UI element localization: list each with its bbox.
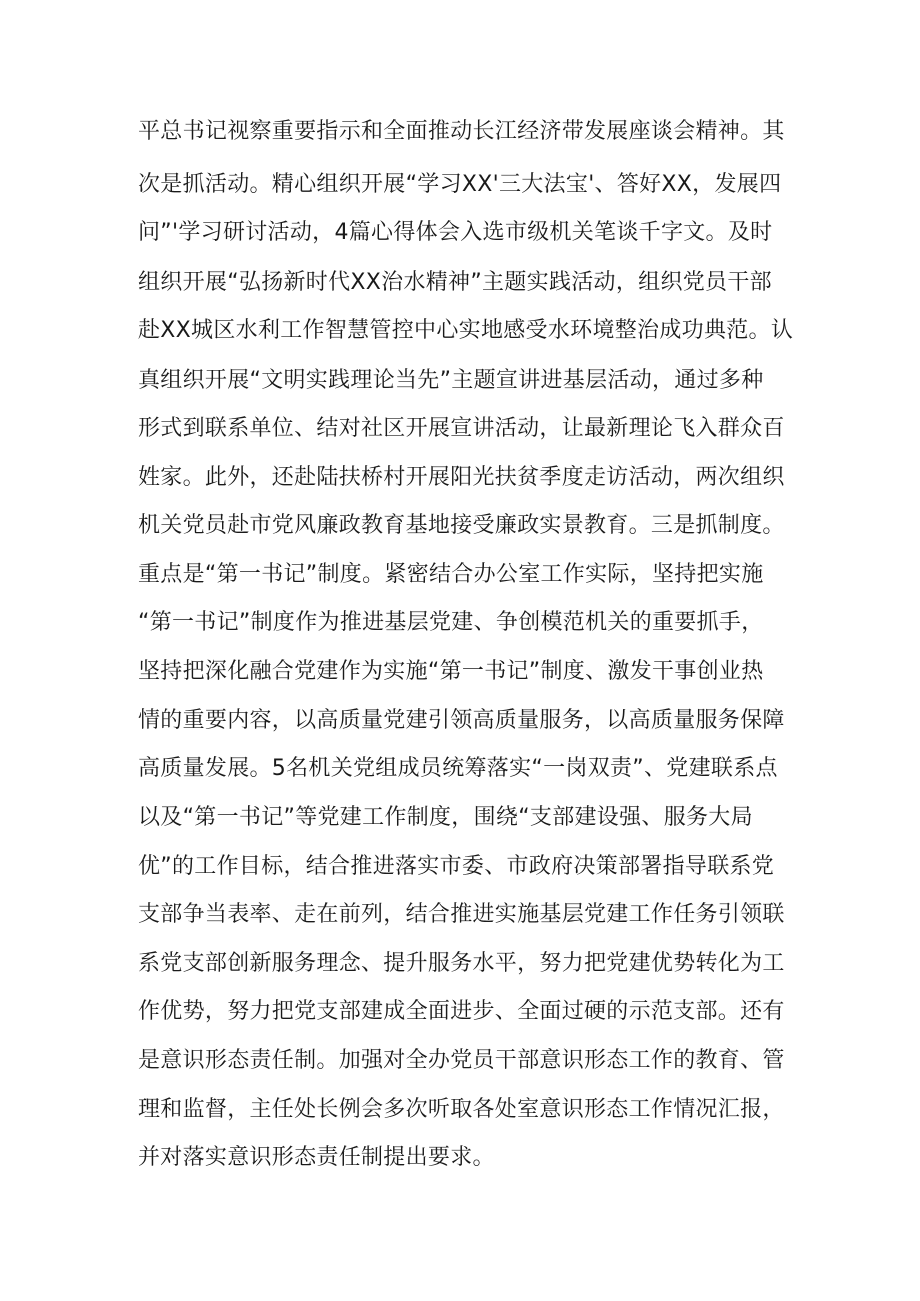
text-line: 并对落实意识形态责任制提出要求。 [138, 1145, 495, 1170]
text-line: 系党支部创新服务理念、提升服务水平，努力把党建优势转化为工 [138, 951, 785, 976]
text-line: 坚持把深化融合党建作为实施“第一书记”制度、激发干事创业热 [138, 659, 764, 684]
text-line: “第一书记”制度作为推进基层党建、争创模范机关的重要抓手， [138, 610, 764, 635]
text-line: 赴XX城区水利工作智慧管控中心实地感受水环境整治成功典范。认 [138, 318, 794, 343]
text-line: 高质量发展。5名机关党组成员统筹落实“一岗双责”、党建联系点 [138, 756, 778, 781]
text-line: 情的重要内容，以高质量党建引领高质量服务，以高质量服务保障 [138, 708, 785, 733]
text-line: 真组织开展“文明实践理论当先”主题宣讲进基层活动，通过多种 [138, 368, 764, 393]
text-line: 平总书记视察重要指示和全面推动长江经济带发展座谈会精神。其 [138, 119, 785, 144]
text-line: 问”'学习研讨活动，4篇心得体会入选市级机关笔谈千字文。及时 [138, 220, 773, 245]
text-line: 支部争当表率、走在前列，结合推进实施基层党建工作任务引领联 [138, 902, 785, 927]
text-line: 理和监督，主任处长例会多次听取各处室意识形态工作情况汇报， [138, 1097, 785, 1122]
text-line: 形式到联系单位、结对社区开展宣讲活动，让最新理论飞入群众百 [138, 416, 785, 441]
text-line: 机关党员赴市党风廉政教育基地接受廉政实景教育。三是抓制度。 [138, 513, 785, 538]
text-line: 次是抓活动。精心组织开展“学习XX'三大法宝'、答好XX，发展四 [138, 172, 782, 197]
text-line: 以及“第一书记”等党建工作制度，围绕“支部建设强、服务大局 [138, 805, 753, 830]
text-line: 姓家。此外，还赴陆扶桥村开展阳光扶贫季度走访活动，两次组织 [138, 465, 785, 490]
text-line: 优”的工作目标，结合推进落实市委、市政府决策部署指导联系党 [138, 854, 775, 879]
text-line: 重点是“第一书记”制度。紧密结合办公室工作实际，坚持把实施 [138, 562, 764, 587]
text-line: 是意识形态责任制。加强对全办党员干部意识形态工作的教育、管 [138, 1048, 785, 1073]
text-line: 组织开展“弘扬新时代XX治水精神”主题实践活动，组织党员干部 [138, 270, 772, 295]
text-line: 作优势，努力把党支部建成全面进步、全面过硬的示范支部。还有 [138, 999, 785, 1024]
